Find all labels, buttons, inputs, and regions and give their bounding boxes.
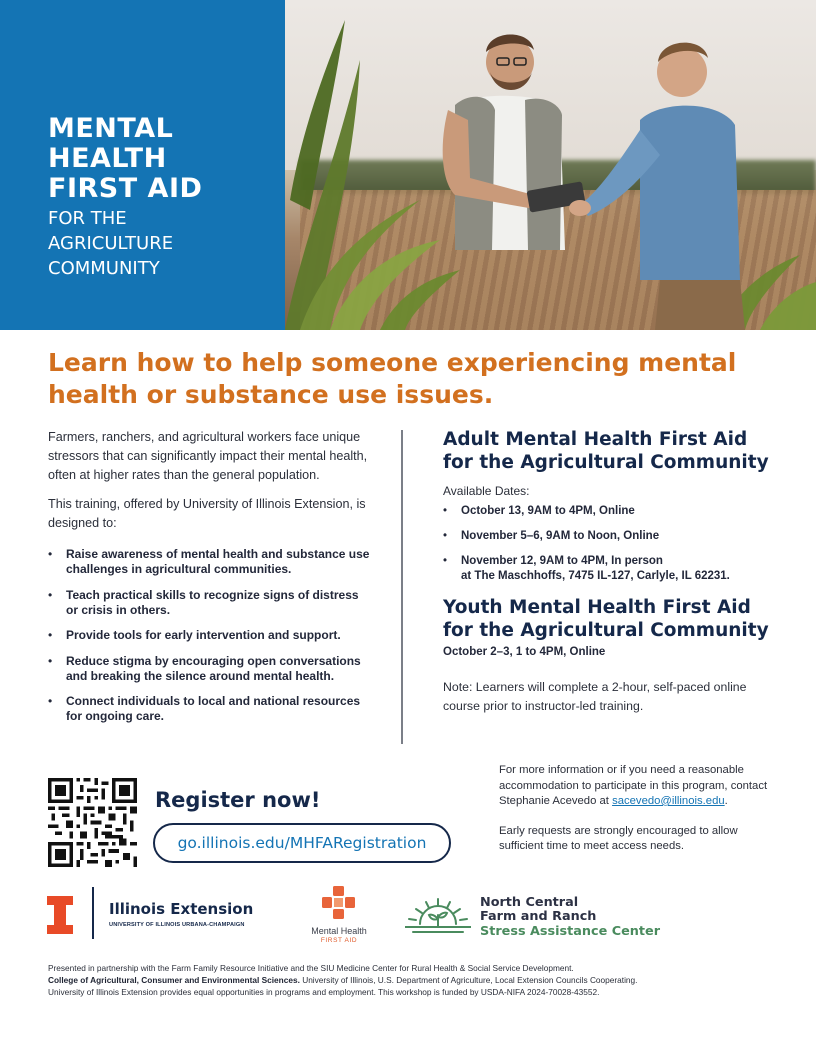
list-item: • Teach practical skills to recognize signs of distress or crisis in others. (48, 587, 359, 617)
goal-text: Connect individuals to local and national resources for ongoing care. (66, 694, 361, 723)
footer-line-1: Presented in partnership with the Farm Family Resource Initiative and the SIU Medicine Center for Rural Health & Social Service Development. (48, 963, 574, 973)
footer-line-3: University of Illinois Extension provides equal opportunities in programs and employment. This workshop is funded by USDA-NIFA 2024-70028-43552. (48, 987, 600, 997)
youth-course-title (443, 596, 783, 642)
list-item: • Connect individuals to local and national resources for ongoing care. (48, 694, 361, 723)
available-dates-label: Available Dates: (443, 484, 530, 498)
sunrise-sprout-icon (405, 897, 471, 935)
footer-cooperating: University of Illinois, U.S. Department of Agriculture, Local Extension Councils Cooperating. (299, 975, 638, 985)
goal-text: Raise awareness of mental health and substance use challenges in agricultural communities. (66, 547, 370, 576)
ncfr-line-3: Stress Assistance Center (480, 924, 661, 939)
youth-date: October 2–3, 1 to 4PM, Online (443, 646, 606, 658)
youth-title-line-1: Youth Mental Health First Aid (443, 597, 751, 618)
contact-paragraph (499, 763, 774, 810)
extension-logo-subtitle: UNIVERSITY OF ILLINOIS URBANA-CHAMPAIGN (109, 922, 245, 928)
goals-list (48, 547, 373, 724)
list-item: • November 12, 9AM to 4PM, In person at The Maschhoffs, 7475 IL-127, Carlyle, IL 62231. (443, 555, 730, 582)
goal-text: Provide tools for early intervention and support. (66, 628, 341, 642)
date-text: November 5–6, 9AM to Noon, Online (461, 530, 660, 542)
contact-text: For more information or if you need a reasonable accommodation to participate in this program, contact Stephanie Acevedo at (499, 764, 768, 807)
column-divider (401, 430, 403, 744)
intro-paragraph-2: This training, offered by University of Illinois Extension, is designed to: (48, 497, 366, 530)
adult-title-line-1: Adult Mental Health First Aid (443, 429, 748, 450)
goal-text: Teach practical skills to recognize signs of distress or crisis in others. (66, 587, 359, 617)
hero-title-line-3: FIRST AID (48, 173, 203, 204)
ncfr-logo-name (480, 896, 596, 924)
mhfa-logo-name: Mental Health (311, 926, 367, 936)
date-text: October 13, 9AM to 4PM, Online (461, 505, 635, 517)
logo-divider (92, 887, 94, 939)
youth-title-line-2: for the Agricultural Community (443, 620, 769, 641)
hero-subtitle-line-1: FOR THE (48, 208, 127, 229)
intro-column (48, 428, 373, 735)
extension-logo-name: Illinois Extension (109, 900, 254, 918)
list-item: • Reduce stigma by encouraging open conversations and breaking the silence around mental health. (48, 653, 361, 683)
registration-link[interactable] (153, 823, 451, 863)
location-text: at The Maschhoffs, 7475 IL-127, Carlyle, IL 62231. (461, 570, 730, 582)
headline: Learn how to help someone experiencing mental health or substance use issues. (48, 348, 737, 409)
hero-banner (0, 0, 816, 330)
list-item: • October 13, 9AM to 4PM, Online (443, 505, 635, 517)
early-request-note: Early requests are strongly encouraged to allow sufficient time to meet access needs. (499, 824, 738, 852)
goal-text: Reduce stigma by encouraging open conversations and breaking the silence around mental health. (66, 653, 361, 683)
schedule-column (443, 428, 783, 716)
footer-line-2 (48, 974, 778, 986)
list-item: • Raise awareness of mental health and substance use challenges in agricultural communities. (48, 547, 370, 576)
hero-title-line-2: HEALTH (48, 143, 167, 174)
ncfr-line-1: North Central (480, 895, 579, 910)
register-heading: Register now! (155, 788, 321, 812)
adult-course-title (443, 428, 783, 474)
list-item: • Provide tools for early intervention and support. (48, 628, 341, 642)
adult-title-line-2: for the Agricultural Community (443, 452, 769, 473)
contact-email-link[interactable]: sacevedo@illinois.edu (612, 795, 725, 807)
registration-qr-code[interactable] (48, 778, 137, 867)
prerequisite-note: Note: Learners will complete a 2-hour, self-paced online course prior to instructor-led training. (443, 680, 747, 713)
date-text: November 12, 9AM to 4PM, In person (461, 555, 663, 567)
registration-url[interactable]: go.illinois.edu/MHFARegistration (177, 834, 427, 852)
intro-paragraph-1: Farmers, ranchers, and agricultural workers face unique stressors that can significantly impact their mental health, often at higher rates than the general population. (48, 430, 368, 482)
contact-info (499, 763, 774, 855)
footer-credits (48, 962, 778, 998)
hero-subtitle-line-2: AGRICULTURE (48, 233, 174, 254)
contact-period: . (724, 795, 728, 807)
mhfa-cross-icon (322, 886, 355, 919)
mhfa-logo-sub: FIRST AID (320, 937, 358, 944)
illinois-block-i-icon (47, 896, 73, 934)
hero-title (48, 114, 202, 281)
adult-dates-list (443, 504, 783, 584)
ncfr-line-2: Farm and Ranch (480, 909, 597, 924)
hero-subtitle-line-3: COMMUNITY (48, 258, 160, 279)
footer-college: College of Agricultural, Consumer and Environmental Sciences. (48, 975, 300, 985)
list-item: • November 5–6, 9AM to Noon, Online (443, 530, 660, 542)
mhfa-logo-text (300, 926, 378, 946)
hero-title-line-1: MENTAL (48, 113, 174, 144)
